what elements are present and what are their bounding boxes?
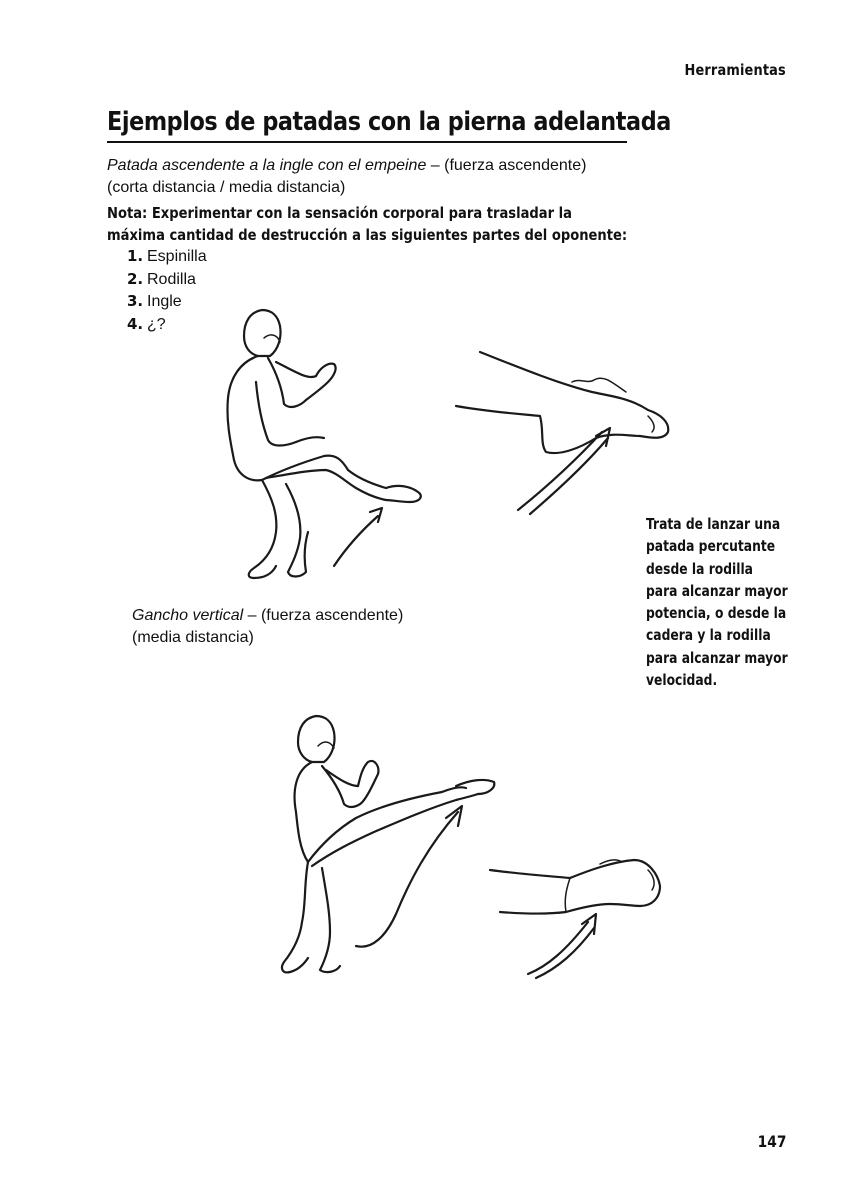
- side-note-line: para alcanzar mayor: [646, 581, 788, 600]
- page-title: Ejemplos de patadas con la pierna adelantada: [107, 107, 671, 137]
- kick1-name: Patada ascendente a la ingle con el empeine: [107, 157, 427, 174]
- side-note-line: desde la rodilla: [646, 559, 753, 578]
- list-number: 2.: [127, 269, 144, 288]
- list-label: Espinilla: [147, 248, 207, 265]
- side-note-line: potencia, o desde la: [646, 604, 787, 623]
- side-note-line: Trata de lanzar una: [646, 515, 781, 533]
- list-label: Ingle: [147, 293, 182, 310]
- foot-detail-1-illustration: [456, 352, 668, 514]
- foot-detail-2-illustration: [490, 860, 660, 978]
- kick2-range: (media distancia): [132, 629, 254, 646]
- side-note-line: velocidad.: [646, 671, 718, 690]
- kick2-force: – (fuerza ascendente): [243, 607, 404, 624]
- list-number: 4.: [127, 314, 144, 333]
- kick1-range: (corta distancia / media distancia): [107, 179, 346, 196]
- side-note-line: cadera y la rodilla: [646, 626, 771, 645]
- list-label: ¿?: [147, 315, 166, 333]
- list-number: 3.: [127, 292, 144, 310]
- kick2-name: Gancho vertical: [132, 607, 244, 624]
- side-note-line: patada percutante: [646, 537, 776, 556]
- section-header: Herramientas: [684, 61, 786, 79]
- kick-figure-2-illustration: [282, 716, 494, 972]
- page-number: 147: [757, 1132, 786, 1151]
- list-label: Rodilla: [147, 270, 196, 288]
- kick-figure-1-illustration: [227, 310, 420, 578]
- side-note-line: para alcanzar mayor: [646, 648, 788, 667]
- note-text: Nota: Experimentar con la sensación corporal para trasladar la máxima cantidad de destrucción a las siguientes partes del oponente:: [107, 204, 628, 244]
- list-number: 1.: [127, 247, 144, 265]
- kick1-force: – (fuerza ascendente): [426, 157, 587, 174]
